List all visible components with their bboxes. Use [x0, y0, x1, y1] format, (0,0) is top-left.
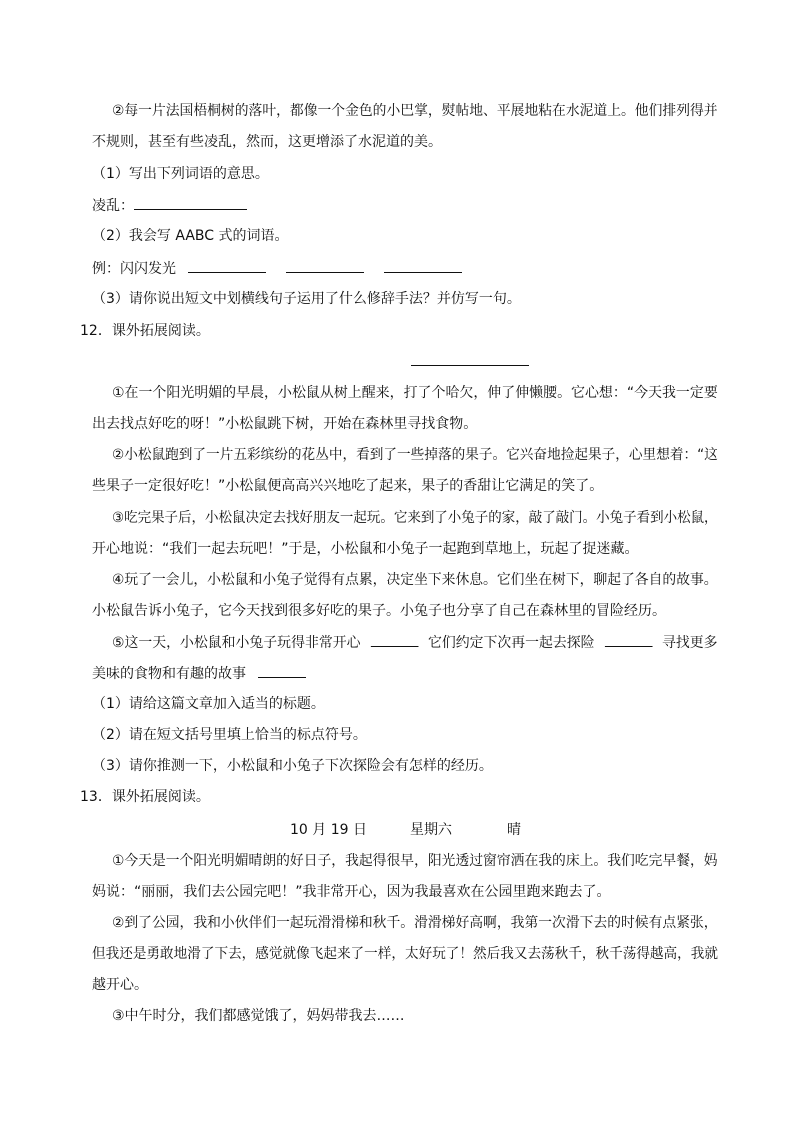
s12-p5-part-a: ⑤这一天，小松鼠和小兔子玩得非常开心: [112, 635, 361, 651]
s11-q2-example: 例：闪闪发光: [92, 261, 176, 277]
s12-p1-line2: 出去找点好吃的呀！”小松鼠跳下树，开始在森林里寻找食物。: [92, 416, 478, 432]
s12-p2-line1: ②小松鼠跑到了一片五彩缤纷的花丛中，看到了一些掉落的果子。它兴奋地捡起果子，心里想着：“这: [112, 447, 718, 463]
answer-blank[interactable]: [384, 258, 462, 273]
s13-date: 10 月 19 日: [290, 822, 367, 838]
s12-p3-line1: ③吃完果子后，小松鼠决定去找好朋友一起玩。它来到了小兔子的家，敲了敲门。小兔子看到小松鼠，: [112, 510, 718, 526]
s12-heading: 12．课外拓展阅读。: [80, 323, 210, 339]
s12-p5-line2-text: 美味的食物和有趣的故事: [92, 666, 246, 682]
s12-p5-line1: [112, 632, 718, 652]
s11-q1-term: 凌乱：: [92, 198, 134, 214]
answer-blank[interactable]: [134, 195, 247, 210]
s11-para2-line2: 不规则，甚至有些凌乱，然而，这更增添了水泥道的美。: [92, 134, 442, 150]
s12-p3-line2: 开心地说：“我们一起去玩吧！”于是，小松鼠和小兔子一起跑到草地上，玩起了捉迷藏。: [92, 541, 639, 557]
s11-para2-line1: ②每一片法国梧桐树的落叶，都像一个金色的小巴掌，熨帖地、平展地粘在水泥道上。他们排列得并: [112, 103, 718, 119]
s13-p2-line1: ②到了公园，我和小伙伴们一起玩滑滑梯和秋千。滑滑梯好高啊，我第一次滑下去的时候有点紧张，: [112, 915, 718, 931]
s12-question-3: （3）请你推测一下，小松鼠和小兔子下次探险会有怎样的经历。: [92, 758, 493, 774]
s11-question-1: （1）写出下列词语的意思。: [92, 166, 269, 182]
punctuation-blank[interactable]: [604, 632, 652, 647]
s12-p5-part-c: 寻找更多: [662, 635, 718, 651]
s13-p2-line2: 但我还是勇敢地滑了下去，感觉就像飞起来了一样，太好玩了！然后我又去荡秋千，秋千荡得越高，我就: [92, 946, 718, 962]
answer-blank[interactable]: [286, 258, 364, 273]
s12-p4-line1: ④玩了一会儿，小松鼠和小兔子觉得有点累，决定坐下来休息。它们坐在树下，聊起了各自的故事。: [112, 572, 718, 588]
s12-p1-line1: ①在一个阳光明媚的早晨，小松鼠从树上醒来，打了个哈欠，伸了伸懒腰。它心想：“今天我一定要: [112, 385, 718, 401]
title-blank[interactable]: [411, 365, 529, 366]
s13-heading: 13．课外拓展阅读。: [80, 789, 210, 805]
answer-blank[interactable]: [188, 258, 266, 273]
s12-p4-line2: 小松鼠告诉小兔子，它今天找到很多好吃的果子。小兔子也分享了自己在森林里的冒险经历。: [92, 603, 666, 619]
s11-q1-answer-row: [92, 195, 247, 215]
s11-q2-example-row: [92, 258, 462, 278]
s11-question-2: （2）我会写 AABC 式的词语。: [92, 228, 289, 244]
s12-p5-part-b: 它们约定下次再一起去探险: [427, 635, 595, 651]
s12-p2-line2: 些果子一定很好吃！”小松鼠便高高兴兴地吃了起来，果子的香甜让它满足的笑了。: [92, 478, 604, 494]
s12-question-1: （1）请给这篇文章加入适当的标题。: [92, 696, 325, 712]
s13-weekday: 星期六: [410, 822, 452, 838]
s13-weather: 晴: [507, 822, 521, 838]
s13-p2-line3: 越开心。: [92, 977, 148, 993]
s12-question-2: （2）请在短文括号里填上恰当的标点符号。: [92, 727, 367, 743]
s13-p1-line1: ①今天是一个阳光明媚晴朗的好日子，我起得很早，阳光透过窗帘洒在我的床上。我们吃完早餐，妈: [112, 853, 718, 869]
s12-p5-line2: [92, 663, 306, 683]
s13-p3-line1: ③中午时分，我们都感觉饿了，妈妈带我去……: [112, 1008, 405, 1024]
s13-p1-line2: 妈说：“丽丽，我们去公园完吧！”我非常开心，因为我最喜欢在公园里跑来跑去了。: [92, 884, 611, 900]
s11-question-3: （3）请你说出短文中划横线句子运用了什么修辞手法？并仿写一句。: [92, 291, 521, 307]
punctuation-blank[interactable]: [370, 632, 418, 647]
punctuation-blank[interactable]: [258, 663, 306, 678]
